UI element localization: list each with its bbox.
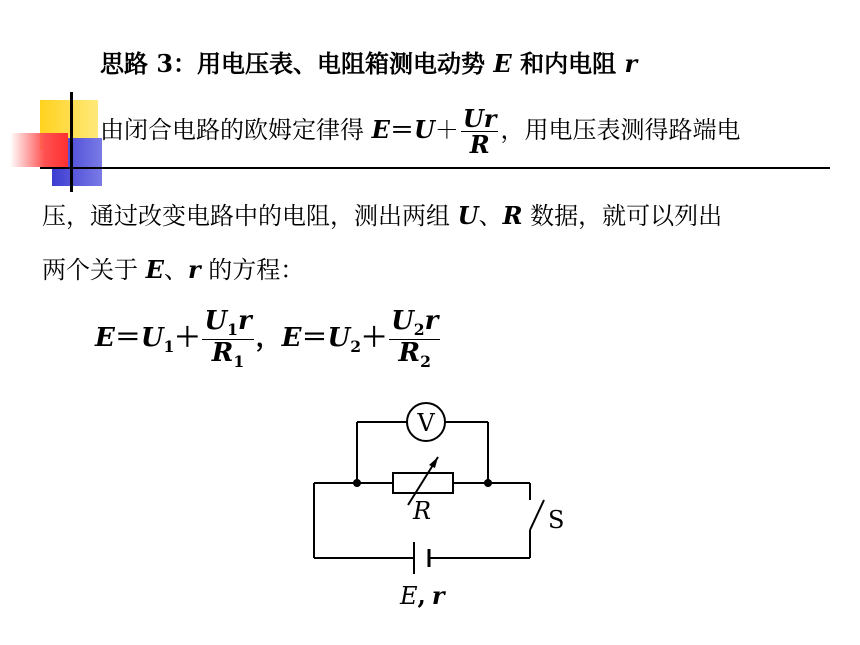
- eq2-den-r: R: [398, 337, 421, 368]
- paragraph-line-2: [42, 196, 722, 231]
- voltmeter-label: V: [417, 409, 435, 437]
- para1-frac-den: R: [469, 130, 490, 160]
- rheostat-arrow-head: [429, 457, 438, 468]
- title-var-e: E: [493, 49, 512, 78]
- decor-red-bar: [10, 133, 68, 167]
- para3-text2: 的方程：: [200, 256, 305, 284]
- eq2-num-u: U: [391, 306, 414, 336]
- eq2-fraction: [389, 308, 440, 370]
- para1-lead: 由闭合电路的欧姆定律得: [100, 116, 372, 145]
- para3-sep: 、: [163, 256, 188, 284]
- resistor-box: [393, 473, 453, 493]
- para1-eq-plus: ＋: [434, 116, 459, 145]
- para1-frac-num: Ur: [462, 104, 497, 133]
- junction-dot-left: [353, 479, 361, 487]
- para3-var-r: r: [187, 255, 201, 284]
- junction-dot-right: [484, 479, 492, 487]
- battery-label: [399, 581, 447, 610]
- eq1-u-sub: 1: [163, 337, 175, 357]
- para2-text2: 数据，就可以列出: [522, 202, 723, 230]
- decor-horizontal-line: [40, 167, 830, 169]
- eq1-fraction: [202, 308, 253, 370]
- eq1-den-r: R: [211, 337, 234, 368]
- eq1-u: U: [140, 323, 164, 354]
- eq1-den-sub: 1: [233, 351, 245, 371]
- eq1-num-u: U: [204, 306, 228, 336]
- decor-vertical-line: [70, 92, 73, 192]
- title-text-middle: 和内电阻: [511, 49, 625, 78]
- battery-label-comma: ,: [417, 581, 426, 610]
- paragraph-line-1: [100, 104, 741, 160]
- page-title: [100, 44, 637, 79]
- eq2-u-sub: 2: [350, 337, 362, 357]
- eq1-sign: ＝: [114, 323, 141, 354]
- para2-var-u: U: [457, 201, 479, 230]
- title-var-r: r: [624, 49, 638, 78]
- circuit-diagram: [300, 395, 600, 620]
- eq2-num-sub: 2: [413, 320, 425, 340]
- eq2-den-sub: 2: [420, 351, 431, 371]
- eq1-num-sub: 1: [227, 320, 238, 340]
- battery-label-r: r: [431, 581, 445, 610]
- para1-fraction: [461, 104, 499, 160]
- para3-text1: 两个关于: [42, 256, 146, 284]
- eq2-sign: ＝: [301, 323, 328, 354]
- eq2-lhs: E: [281, 323, 302, 354]
- title-text: 思路 3：用电压表、电阻箱测电动势: [100, 49, 494, 78]
- para3-var-e: E: [145, 255, 164, 284]
- para2-var-r: R: [502, 201, 523, 230]
- para2-sep: 、: [478, 202, 503, 230]
- eq1-plus: ＋: [174, 323, 201, 354]
- para1-eq-e: E: [371, 115, 390, 145]
- resistor-label: R: [412, 497, 432, 525]
- switch-blade: [530, 500, 544, 530]
- eq1-num-r: r: [237, 306, 252, 336]
- eq2-u: U: [327, 323, 351, 354]
- battery-label-e: E: [400, 582, 418, 610]
- eq1-lhs: E: [95, 323, 115, 354]
- para1-tail: ，用电压表测得路端电: [500, 116, 741, 145]
- paragraph-line-3: [42, 250, 304, 285]
- eq-comma: ，: [255, 323, 282, 354]
- para1-eq-sign: ＝: [389, 115, 414, 145]
- equation-pair: [95, 308, 442, 370]
- para1-eq-u: U: [413, 115, 435, 145]
- switch-label: S: [548, 506, 565, 534]
- eq2-num-r: r: [424, 306, 439, 336]
- para2-text1: 压，通过改变电路中的电阻，测出两组: [42, 202, 458, 230]
- eq2-plus: ＋: [361, 323, 388, 354]
